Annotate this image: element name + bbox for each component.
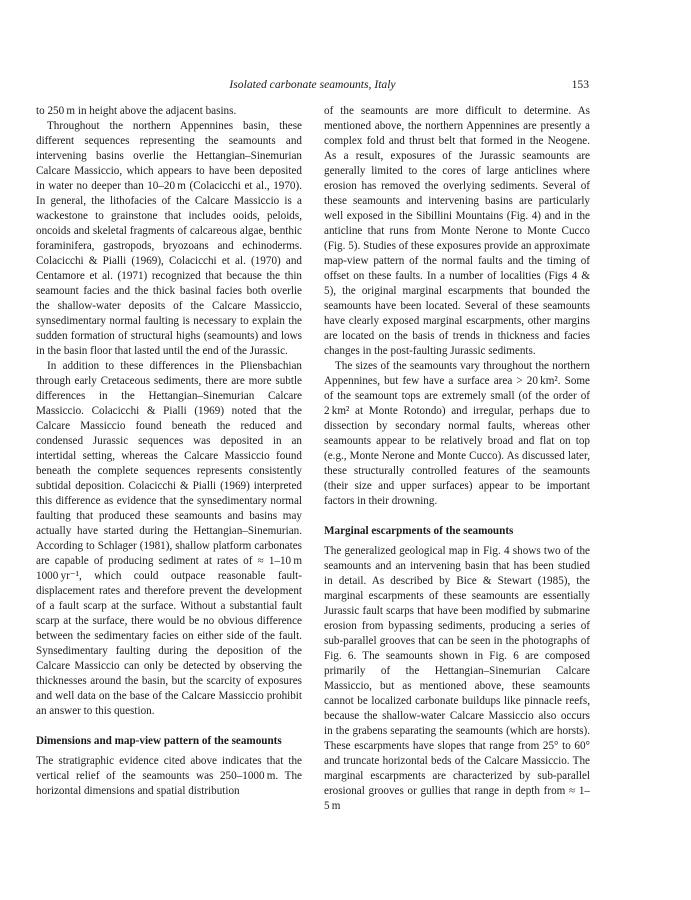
running-title: Isolated carbonate seamounts, Italy bbox=[229, 78, 396, 91]
paragraph: The stratigraphic evidence cited above indicates that the vertical relief of the seamounts was 250–1000 m. The horizontal dimensions and spatial distribution bbox=[36, 755, 302, 797]
section-heading: Marginal escarpments of the seamounts bbox=[324, 525, 514, 537]
left-column bbox=[36, 104, 302, 799]
right-column bbox=[324, 104, 590, 814]
paragraph: of the seamounts are more difficult to determine. As mentioned above, the northern Appennines are presently a complex fold and thrust belt that formed in the Neogene. As a result, exposures of the Jurassic seamounts are generally limited to the cores of large anticlines where erosion has removed the overlying sediments. Several of these seamounts and intervening basins are particularly well exposed in the Sibillini Mountains (Fig. 4) and in the anticline that runs from Monte Nerone to Monte Cucco (Fig. 5). Studies of these exposures provide an approximate map-view pattern of the normal faults and the timing of offset on these faults. In a number of localities (Figs 4 & 5), the original marginal escarpments that bounded the seamounts have been located. Several of these seamounts have clearly exposed marginal escarpments, other margins are located on the basis of trends in thickness and facies changes in the post-faulting Jurassic sediments. bbox=[324, 105, 590, 357]
section-heading: Dimensions and map-view pattern of the seamounts bbox=[36, 735, 282, 747]
paragraph: In addition to these differences in the Pliensbachian through early Cretaceous sediments, there are more subtle differences in the Hettangian–Sinemurian Calcare Massiccio. Colacicchi & Pialli (1969) noted that the Calcare Massiccio found beneath the reduced and condensed Jurassic sequences was deposited in an intertidal setting, whereas the Calcare Massiccio found beneath the complete sequences represents consistently subtidal deposition. Colacicchi & Pialli (1969) interpreted this difference as evidence that the synsedimentary normal faulting that produced these seamounts and basins may actually have started during the Hettangian–Sinemurian. According to Schlager (1981), shallow platform carbonates are capable of producing sediment at rates of ≈ 1–10 m 1000 yr⁻¹, which could outpace reasonable fault-displacement rates and therefore prevent the development of a fault scarp at the surface. Without a substantial fault scarp at the surface, there would be no obvious difference between the sedimentary facies on either side of the fault. Synsedimentary faulting during the deposition of the Calcare Massiccio can only be detected by observing the thicknesses around the basin, but the scarcity of exposures and well data on the base of the Calcare Massiccio prohibit an answer to this question. bbox=[36, 360, 302, 717]
spacer bbox=[36, 719, 302, 734]
page-number: 153 bbox=[571, 78, 589, 91]
spacer bbox=[324, 509, 590, 524]
paragraph: The generalized geological map in Fig. 4 shows two of the seamounts and an intervening basin that has been studied in detail. As described by Bice & Stewart (1985), the marginal escarpments of these seamounts are essentially Jurassic fault scarps that have been modified by submarine erosion from bypassing sediments, producing a series of sub-parallel grooves that can be seen in the photographs of Fig. 6. The seamounts shown in Fig. 6 are composed primarily of the Hettangian–Sinemurian Calcare Massiccio, but as mentioned above, these seamounts cannot be localized carbonate buildups like pinnacle reefs, because the shallow-water Calcare Massiccio also occurs in the grabens separating the seamounts (which are horsts). These escarpments have slopes that range from 25° to 60° and truncate horizontal beds of the Calcare Massiccio. The marginal escarpments are characterized by sub-parallel erosional grooves or gullies that range in depth from ≈ 1–5 m bbox=[324, 545, 590, 812]
paragraph: to 250 m in height above the adjacent basins. bbox=[36, 105, 237, 117]
running-header bbox=[36, 78, 589, 94]
paragraph: Throughout the northern Appennines basin, these different sequences representing the seamounts and intervening basins overlie the Hettangian–Sinemurian Calcare Massiccio, which appears to have been deposited in water no deeper than 10–20 m (Colacicchi et al., 1970). In general, the lithofacies of the Calcare Massiccio is a wackestone to grainstone that includes ooids, peloids, oncoids and skeletal fragments of calcareous algae, benthic foraminifera, gastropods, bryozoans and echinoderms. Colacicchi & Pialli (1969), Colacicchi et al. (1970) and Centamore et al. (1971) recognized that because the thin seamount facies and the thick basinal facies both overlie the shallow-water deposits of the Calcare Massiccio, synsedimentary normal faulting is necessary to explain the sudden formation of structural highs (seamounts) and lows in the basin floor that lasted until the end of the Jurassic. bbox=[36, 120, 302, 357]
paragraph: The sizes of the seamounts vary throughout the northern Appennines, but few have a surface area > 20 km². Some of the seamount tops are extremely small (of the order of 2 km² at Monte Rotondo) and irregular, perhaps due to dissection by secondary normal faults, whereas other seamounts appear to be relatively broad and flat on top (e.g., Monte Nerone and Monte Cucco). As discussed later, these structurally controlled features of the seamounts (their size and upper surfaces) appear to be important factors in their drowning. bbox=[324, 360, 590, 507]
